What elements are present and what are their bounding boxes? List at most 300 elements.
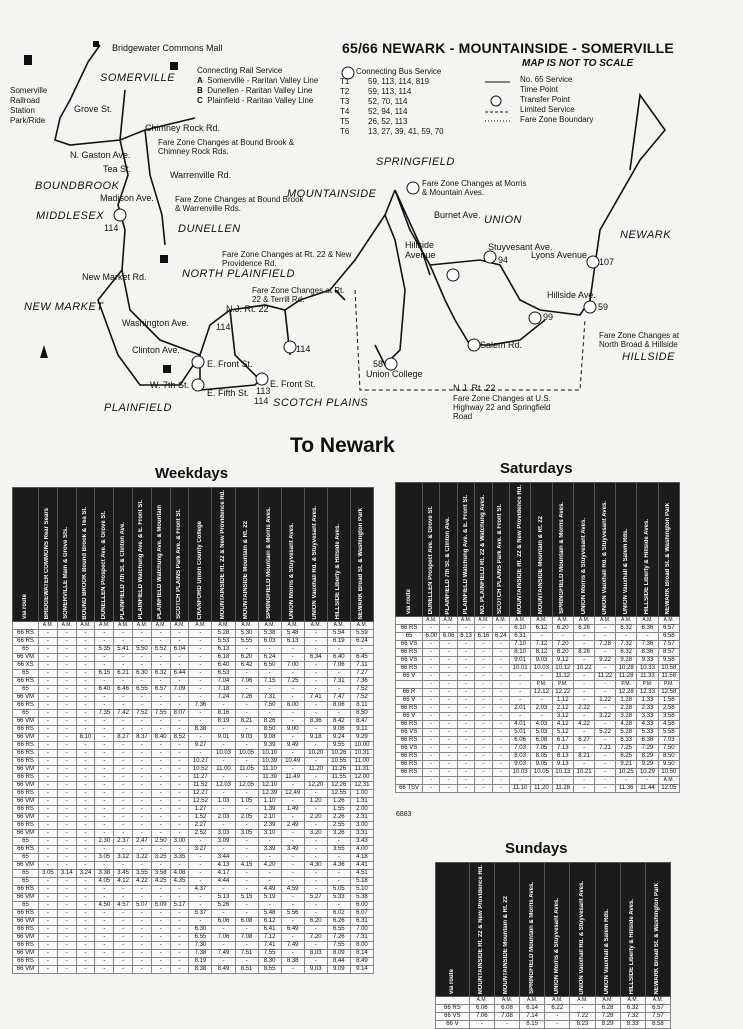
table-row [436, 997, 671, 1005]
table-row [13, 638, 374, 646]
table-cell: 65 [13, 838, 39, 846]
table-cell: - [170, 886, 189, 894]
table-row [13, 654, 374, 662]
table-cell: 10.05 [235, 750, 258, 758]
table-cell: - [189, 638, 212, 646]
table-cell: - [114, 782, 133, 790]
table-cell: 7.41 [258, 942, 281, 950]
table-cell: 5.17 [170, 902, 189, 910]
town-label: NEW MARKET [24, 301, 104, 313]
table-cell: 6.57 [645, 1005, 670, 1013]
table-cell: 7.50 [258, 702, 281, 710]
table-cell: - [95, 846, 114, 854]
fare-note: Fare Zone Changes at Rt. 22 & New Providence Rd. [222, 250, 352, 268]
table-cell: 7.38 [189, 950, 212, 958]
table-cell: - [235, 758, 258, 766]
table-cell: 7.24 [212, 694, 235, 702]
table-row [13, 870, 374, 878]
table-cell: - [492, 729, 509, 737]
table-cell: - [76, 838, 95, 846]
table-cell: 6.33 [616, 737, 637, 745]
table-cell: 4.22 [573, 721, 594, 729]
table-cell: 4.35 [170, 878, 189, 886]
column-header: HILLSIDE Liberty & Hillside Aves. [620, 863, 645, 997]
table-cell: - [469, 1021, 494, 1029]
table-cell: - [133, 694, 152, 702]
table-cell: 7.08 [235, 934, 258, 942]
table-cell: - [57, 662, 76, 670]
street-label: New Market Rd. [82, 272, 147, 282]
table-cell: 8.40 [151, 734, 170, 742]
table-cell: 66 RS [396, 761, 423, 769]
table-cell: 8.10 [509, 649, 530, 657]
table-cell: 4.12 [552, 721, 573, 729]
table-cell: - [57, 838, 76, 846]
table-cell: 7.29 [637, 745, 658, 753]
table-cell: 6.28 [595, 1005, 620, 1013]
town-label: NEWARK [620, 229, 672, 241]
table-cell: - [494, 1021, 519, 1029]
route-number: 114 [216, 322, 231, 332]
column-header: NEWARK Broad St. & Washington Park [350, 488, 373, 622]
table-cell: 6.26 [327, 918, 350, 926]
table-cell: 11.27 [189, 774, 212, 782]
table-cell: 6.42 [235, 662, 258, 670]
table-cell: - [95, 750, 114, 758]
table-cell: - [133, 958, 152, 966]
table-cell: 1.58 [658, 697, 679, 705]
table-cell: 3.03 [212, 830, 235, 838]
table-cell: - [170, 694, 189, 702]
table-cell: - [327, 670, 350, 678]
table-cell: 11.55 [327, 774, 350, 782]
table-cell: - [475, 649, 492, 657]
street-label: E. Fifth St. [207, 388, 250, 398]
table-cell: - [114, 702, 133, 710]
header-row [396, 483, 680, 617]
table-cell: - [492, 673, 509, 681]
table-cell: 11.20 [531, 785, 552, 793]
table-cell: - [57, 878, 76, 886]
table-cell: - [595, 785, 616, 793]
table-cell: - [76, 630, 95, 638]
table-cell: - [235, 710, 258, 718]
table-cell: - [304, 902, 327, 910]
table-cell: - [151, 934, 170, 942]
table-cell: - [39, 678, 58, 686]
table-cell: - [457, 785, 474, 793]
table-cell: 7.50 [658, 745, 679, 753]
table-cell: 6.18 [212, 654, 235, 662]
table-cell: 8.06 [327, 702, 350, 710]
table-cell: - [114, 750, 133, 758]
table-cell: - [235, 702, 258, 710]
table-row [13, 742, 374, 750]
table-cell: 2.20 [304, 814, 327, 822]
table-cell: 6.32 [616, 625, 637, 633]
table-cell: 6.17 [552, 737, 573, 745]
table-cell: - [423, 769, 440, 777]
street-label: Lyons Avenue [531, 250, 588, 260]
table-cell: 7.57 [645, 1013, 670, 1021]
table-cell: - [57, 734, 76, 742]
table-cell: 10.39 [258, 758, 281, 766]
table-row [13, 662, 374, 670]
table-cell: - [114, 862, 133, 870]
table-cell: - [95, 654, 114, 662]
table-cell: 2.26 [327, 814, 350, 822]
table-cell: - [57, 926, 76, 934]
table-cell: - [133, 926, 152, 934]
street-label: Burnet Ave. [434, 210, 481, 220]
table-cell: A.M. [281, 622, 304, 630]
table-cell: - [114, 798, 133, 806]
table-cell: - [189, 918, 212, 926]
table-cell: - [95, 702, 114, 710]
table-cell: - [258, 870, 281, 878]
table-cell: 6.55 [133, 686, 152, 694]
table-cell: - [235, 774, 258, 782]
table-cell: - [151, 766, 170, 774]
table-cell: - [189, 694, 212, 702]
table-cell: 66 RS [396, 625, 423, 633]
table-cell: 3.58 [151, 870, 170, 878]
street-label: N.J. Rt. 22 [453, 383, 496, 393]
table-cell: 7.30 [189, 942, 212, 950]
table-cell: - [114, 790, 133, 798]
column-header: NEWARK Broad St. & Washington Park [658, 483, 679, 617]
table-cell: - [76, 710, 95, 718]
table-row [13, 678, 374, 686]
town-label: BOUNDBROOK [35, 180, 120, 192]
table-cell: - [595, 737, 616, 745]
table-cell: 66 V [396, 673, 423, 681]
table-cell: - [170, 726, 189, 734]
column-header: NO. PLAINFIELD Rt. 22 & Watchung Aves. [475, 483, 492, 617]
table-cell: 6.13 [457, 633, 474, 641]
table-row [396, 681, 680, 689]
table-cell: 2.30 [95, 838, 114, 846]
column-header: SOMERVILLE Main & Grove Sts. [57, 488, 76, 622]
table-cell: - [457, 673, 474, 681]
table-cell: - [573, 713, 594, 721]
street-label: E. Front St. [270, 379, 316, 389]
table-cell: 3.33 [637, 713, 658, 721]
table-cell: 66 VM [13, 798, 39, 806]
table-cell: - [492, 769, 509, 777]
table-cell: - [475, 689, 492, 697]
table-cell: 2.28 [616, 705, 637, 713]
table-cell: 6.27 [573, 737, 594, 745]
table-row [13, 918, 374, 926]
route-number: 114 [296, 344, 311, 354]
table-cell: - [281, 950, 304, 958]
table-cell: 7.55 [151, 710, 170, 718]
table-cell: - [212, 726, 235, 734]
table-cell: P.M. [616, 681, 637, 689]
table-cell: A.M. [304, 622, 327, 630]
table-cell: P.M. [658, 681, 679, 689]
table-cell: - [595, 633, 616, 641]
table-cell: - [304, 854, 327, 862]
table-cell: - [492, 777, 509, 785]
table-cell: 9.39 [258, 742, 281, 750]
table-cell: - [440, 729, 457, 737]
table-cell: - [595, 649, 616, 657]
table-cell: 3.14 [57, 870, 76, 878]
table-cell: 6.02 [327, 910, 350, 918]
fare-note: Fare Zone Changes at Bound Brook & Warrenville Rds. [175, 195, 304, 213]
table-row [396, 753, 680, 761]
table-cell: 66 VM [13, 934, 39, 942]
table-cell: - [423, 625, 440, 633]
table-cell: - [170, 910, 189, 918]
table-cell [396, 777, 423, 785]
table-cell: 2.12 [552, 705, 573, 713]
table-cell: - [170, 782, 189, 790]
table-cell: 6.36 [637, 625, 658, 633]
table-cell: 7.22 [570, 1013, 595, 1021]
table-cell: - [281, 918, 304, 926]
table-cell: 66 RS [13, 630, 39, 638]
route-number: 94 [498, 255, 509, 265]
key-limited: Limited Service [520, 105, 575, 114]
table-cell: 66 VS [396, 729, 423, 737]
table-cell: - [235, 670, 258, 678]
table-row [396, 737, 680, 745]
table-cell: 11.52 [189, 782, 212, 790]
table-cell: - [258, 902, 281, 910]
table-cell: 66 RS [396, 753, 423, 761]
table-cell: - [133, 742, 152, 750]
table-cell: - [133, 774, 152, 782]
table-cell: 8.11 [350, 702, 373, 710]
table-cell: 8.13 [552, 753, 573, 761]
table-cell: - [440, 713, 457, 721]
table-cell: - [170, 758, 189, 766]
table-cell: - [616, 633, 637, 641]
table-cell: A.M. [39, 622, 58, 630]
table-cell: - [76, 958, 95, 966]
table-cell: - [235, 686, 258, 694]
table-cell: 9.09 [327, 966, 350, 974]
table-row [13, 646, 374, 654]
table-cell: - [76, 894, 95, 902]
table-cell: 2.27 [189, 822, 212, 830]
table-cell: - [492, 713, 509, 721]
table-cell: 4.50 [95, 902, 114, 910]
table-cell: - [57, 862, 76, 870]
table-cell: - [114, 910, 133, 918]
table-cell: 7.31 [258, 694, 281, 702]
table-cell: 10.58 [658, 665, 679, 673]
table-cell: - [440, 753, 457, 761]
table-cell [436, 997, 470, 1005]
table-cell: 11.33 [637, 673, 658, 681]
table-cell: 4.37 [189, 886, 212, 894]
table-cell: 2.01 [509, 705, 530, 713]
column-header: UNION Vauxhall Rd. & Stuyvesant Aves. [304, 488, 327, 622]
table-cell: 10.00 [350, 742, 373, 750]
table-cell: 6.24 [492, 633, 509, 641]
table-cell: - [509, 673, 530, 681]
table-cell: 66 VM [13, 782, 39, 790]
table-cell: - [440, 641, 457, 649]
table-cell: 8.12 [531, 649, 552, 657]
table-cell: 7.06 [212, 934, 235, 942]
table-cell: 12.52 [189, 798, 212, 806]
table-cell: 2.31 [350, 814, 373, 822]
table-row [13, 686, 374, 694]
table-cell: - [327, 878, 350, 886]
table-cell: 8.50 [350, 710, 373, 718]
route-number: 58 [373, 359, 384, 369]
town-label: HILLSIDE [622, 351, 675, 363]
table-cell: - [281, 694, 304, 702]
table-cell: 2.00 [350, 806, 373, 814]
table-cell: 6.32 [151, 670, 170, 678]
table-cell: 4.05 [95, 878, 114, 886]
table-cell: - [423, 649, 440, 657]
table-cell: - [151, 862, 170, 870]
table-cell: 7.15 [258, 678, 281, 686]
table-cell: 5.12 [552, 729, 573, 737]
print-code: 6883 [396, 811, 412, 818]
table-cell: A.M. [475, 617, 492, 625]
table-cell: 5.22 [595, 729, 616, 737]
table-cell: 66 VS [396, 745, 423, 753]
table-cell: - [637, 633, 658, 641]
table-cell: 7.26 [327, 934, 350, 942]
table-cell: - [39, 926, 58, 934]
table-cell: - [304, 630, 327, 638]
table-cell: 9.28 [616, 657, 637, 665]
table-cell: - [492, 625, 509, 633]
table-cell: 6.46 [114, 686, 133, 694]
table-cell: - [39, 806, 58, 814]
table-cell: 11.10 [509, 785, 530, 793]
table-row [396, 633, 680, 641]
table-cell: A.M. [658, 777, 679, 785]
column-header: MOUNTAINSIDE Mountain & Rt. 22 [235, 488, 258, 622]
table-cell: 11.10 [258, 766, 281, 774]
table-cell: 8.00 [350, 942, 373, 950]
table-cell: 6.06 [469, 1005, 494, 1013]
table-cell: 66 VM [13, 654, 39, 662]
town-label: DUNELLEN [178, 223, 241, 235]
table-cell: - [133, 758, 152, 766]
table-cell: 8.25 [616, 753, 637, 761]
table-cell: 66 VM [13, 718, 39, 726]
street-label: Chimney Rock Rd. [145, 123, 221, 133]
table-cell: 5.30 [235, 630, 258, 638]
table-cell: - [281, 654, 304, 662]
table-cell: 66 RS [13, 742, 39, 750]
town-label: SPRINGFIELD [376, 156, 455, 168]
column-header: HILLSIDE Liberty & Hillside Aves. [327, 488, 350, 622]
table-row [396, 641, 680, 649]
table-cell: - [304, 742, 327, 750]
key-transfer: Transfer Point [520, 95, 570, 104]
table-cell: - [170, 654, 189, 662]
table-cell: 1.26 [327, 798, 350, 806]
table-cell: - [423, 641, 440, 649]
column-header: SCOTCH PLAINS Park Ave. & Front St. [170, 488, 189, 622]
table-cell: 1.55 [327, 806, 350, 814]
table-cell: 8.38 [189, 966, 212, 974]
table-cell: - [57, 846, 76, 854]
table-cell: 2.03 [531, 705, 552, 713]
table-cell: - [151, 662, 170, 670]
table-cell: 5.05 [327, 886, 350, 894]
table-cell: 1.28 [616, 697, 637, 705]
table-cell: - [573, 761, 594, 769]
column-header: MOUNTAINSIDE Rt. 22 & New Providence Rd. [212, 488, 235, 622]
table-cell: - [189, 750, 212, 758]
bus-row: T3 52, 70, 114 [340, 97, 408, 106]
table-cell: 9.05 [531, 761, 552, 769]
table-cell: - [114, 662, 133, 670]
table-cell: 3.00 [170, 838, 189, 846]
table-row [396, 697, 680, 705]
table-cell: - [235, 942, 258, 950]
table-row [396, 721, 680, 729]
table-cell: - [235, 910, 258, 918]
table-cell: - [170, 742, 189, 750]
table-cell: - [475, 625, 492, 633]
table-cell: 5.38 [350, 894, 373, 902]
street-label: W. 7th St. [150, 380, 190, 390]
table-row [13, 822, 374, 830]
table-cell: 6.16 [475, 633, 492, 641]
table-cell: 8.58 [645, 1021, 670, 1029]
table-cell: - [475, 697, 492, 705]
table-cell: - [76, 926, 95, 934]
table-cell: 8.27 [114, 734, 133, 742]
table-cell: 4.58 [658, 721, 679, 729]
table-cell: - [133, 790, 152, 798]
table-cell: - [57, 702, 76, 710]
table-cell: - [235, 854, 258, 862]
table-cell: - [235, 838, 258, 846]
table-cell: - [39, 710, 58, 718]
table-cell: - [39, 726, 58, 734]
table-cell: - [212, 742, 235, 750]
table-cell: - [304, 958, 327, 966]
table-cell: - [281, 782, 304, 790]
table-cell: 7.06 [327, 662, 350, 670]
table-cell: 66 VM [13, 918, 39, 926]
table-cell: - [57, 854, 76, 862]
table-cell: - [57, 678, 76, 686]
table-cell: - [235, 902, 258, 910]
table-cell: - [281, 814, 304, 822]
table-cell: 66 RS [13, 678, 39, 686]
table-cell: 9.06 [327, 726, 350, 734]
table-cell: 10.27 [189, 758, 212, 766]
table-cell: - [57, 782, 76, 790]
table-cell: 4.49 [258, 886, 281, 894]
table-cell: 3.55 [327, 846, 350, 854]
table-cell: - [475, 705, 492, 713]
table-cell: 12.28 [616, 689, 637, 697]
table-cell: - [440, 777, 457, 785]
town-label: SCOTCH PLAINS [273, 397, 369, 409]
sundays-table [435, 862, 671, 1029]
table-cell: - [573, 633, 594, 641]
street-label: N. Gaston Ave. [70, 150, 131, 160]
table-cell: 8.28 [573, 649, 594, 657]
